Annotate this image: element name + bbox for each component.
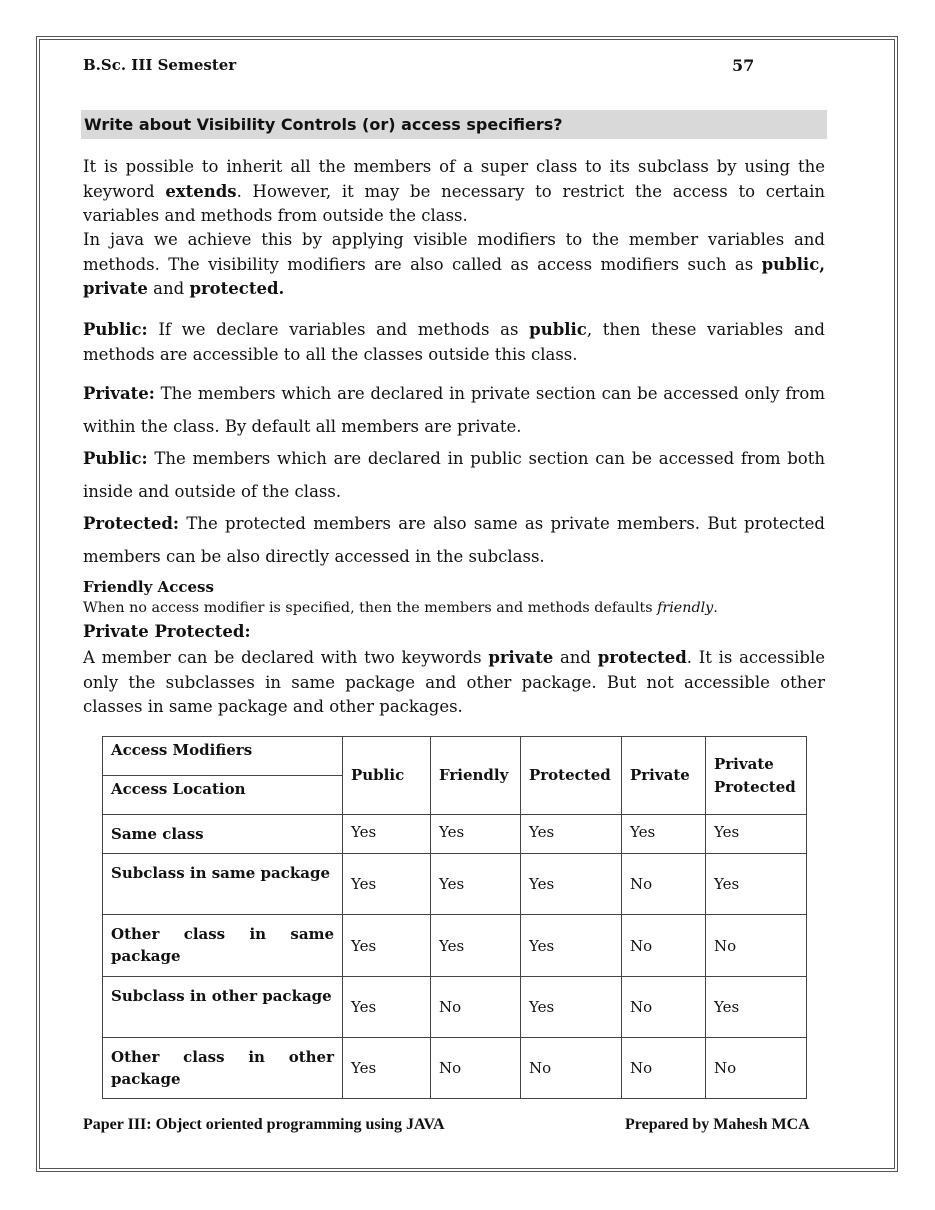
table-cell: Yes	[343, 854, 431, 915]
table-cell: No	[431, 1038, 521, 1099]
row-location: Same class	[103, 815, 343, 854]
footer-paper-title: Paper III: Object oriented programming using JAVA	[83, 1116, 445, 1133]
table-cell: No	[622, 915, 706, 977]
footer-author: Prepared by Mahesh MCA	[625, 1116, 810, 1133]
table-cell: No	[622, 977, 706, 1038]
table-cell: Yes	[343, 815, 431, 854]
private-protected-heading: Private Protected:	[83, 622, 251, 641]
row-location: Subclass in other package	[103, 977, 343, 1038]
column-header: Friendly	[431, 737, 521, 815]
friendly-access-heading: Friendly Access	[83, 578, 214, 596]
private-protected-text: A member can be declared with two keywords private and protected. It is accessible only the subclasses in same package and other package. But not accessible other classes in same package and other packages.	[83, 648, 825, 716]
table-row	[103, 1038, 807, 1099]
public-definition-2: Public: The members which are declared in public section can be accessed from both inside and outside of the class.	[83, 449, 825, 501]
table-cell: Yes	[521, 915, 622, 977]
table-cell: Yes	[706, 977, 807, 1038]
table-cell: Yes	[343, 977, 431, 1038]
page-number: 57	[732, 56, 755, 75]
column-header: Private	[622, 737, 706, 815]
friendly-access-text: When no access modifier is specified, then the members and methods defaults friendly.	[83, 600, 718, 616]
table-cell: No	[521, 1038, 622, 1099]
table-cell: Yes	[521, 815, 622, 854]
row-location: Other class in same package	[103, 915, 343, 977]
table-row	[103, 854, 807, 915]
access-table	[102, 736, 807, 1099]
intro-paragraph-2: In java we achieve this by applying visible modifiers to the member variables and methods. The visibility modifiers are also called as access modifiers such as public, private and protected.	[83, 230, 825, 298]
table-row	[103, 977, 807, 1038]
row-location: Other class in other package	[103, 1038, 343, 1099]
table-cell: No	[706, 915, 807, 977]
corner-access-location: Access Location	[103, 776, 343, 815]
section-title: Write about Visibility Controls (or) access specifiers?	[81, 110, 827, 139]
table-cell: Yes	[431, 815, 521, 854]
table-cell: No	[431, 977, 521, 1038]
table-cell: Yes	[343, 1038, 431, 1099]
column-header: Private Protected	[706, 737, 807, 815]
table-cell: Yes	[431, 854, 521, 915]
private-definition: Private: The members which are declared in private section can be accessed only from within the class. By default all members are private.	[83, 384, 825, 436]
row-location: Subclass in same package	[103, 854, 343, 915]
protected-definition: Protected: The protected members are also same as private members. But protected members can be also directly accessed in the subclass.	[83, 514, 825, 566]
corner-access-modifiers: Access Modifiers	[103, 737, 343, 776]
table-cell: No	[622, 1038, 706, 1099]
intro-paragraph-1: It is possible to inherit all the members of a super class to its subclass by using the keyword extends. However, it may be necessary to restrict the access to certain variables and methods from outside the class.	[83, 157, 825, 225]
column-header: Public	[343, 737, 431, 815]
table-row	[103, 915, 807, 977]
table-cell: Yes	[431, 915, 521, 977]
table-cell: No	[706, 1038, 807, 1099]
column-header: Protected	[521, 737, 622, 815]
table-cell: No	[622, 854, 706, 915]
table-cell: Yes	[622, 815, 706, 854]
table-cell: Yes	[521, 977, 622, 1038]
table-cell: Yes	[343, 915, 431, 977]
header-course: B.Sc. III Semester	[83, 56, 237, 74]
table-row	[103, 815, 807, 854]
table-cell: Yes	[706, 854, 807, 915]
table-header-row	[103, 737, 807, 776]
table-cell: Yes	[521, 854, 622, 915]
public-definition: Public: If we declare variables and methods as public, then these variables and methods are accessible to all the classes outside this class.	[83, 320, 825, 364]
table-cell: Yes	[706, 815, 807, 854]
